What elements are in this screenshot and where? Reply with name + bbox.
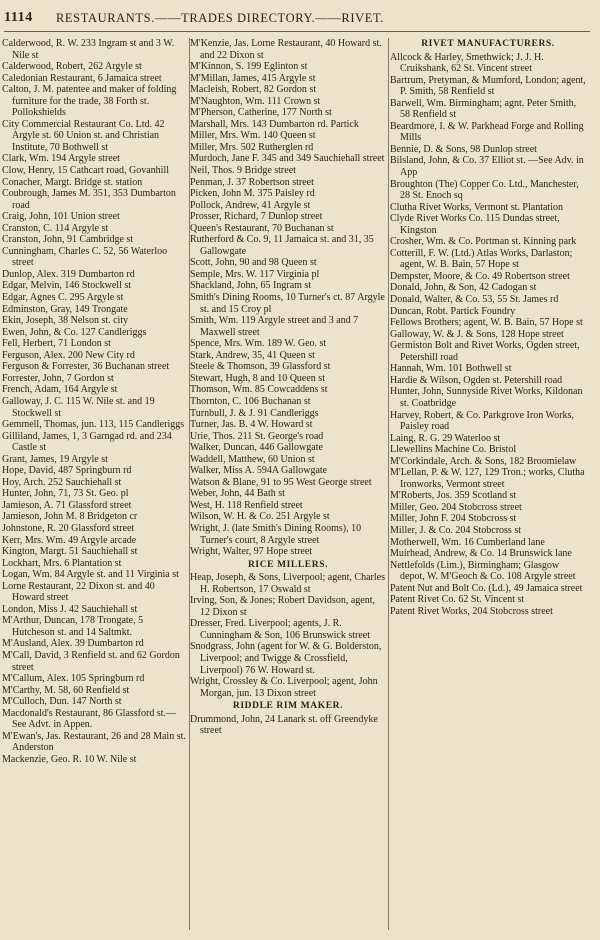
header-rule bbox=[4, 31, 590, 32]
directory-entry: Picken, John M. 375 Paisley rd bbox=[190, 188, 315, 200]
directory-entry: Forrester, John, 7 Gordon st bbox=[2, 372, 114, 384]
directory-entry: M'Culloch, Dun. 147 North st bbox=[2, 696, 122, 708]
directory-entry: Beardmore, I. & W. Parkhead Forge and Rolling Mills bbox=[390, 120, 584, 144]
directory-entry: Rutherford & Co. 9, 11 Jamaica st. and 31, 35 Gallowgate bbox=[190, 234, 374, 257]
section-heading: RIVET MANUFACTURERS. bbox=[421, 39, 555, 49]
directory-entry: Neil, Thos. 9 Bridge street bbox=[190, 165, 296, 177]
directory-entry: Grant, James, 19 Argyle st bbox=[2, 453, 108, 465]
directory-entry: Marshall, Mrs. 143 Dumbarton rd. Partick bbox=[190, 118, 359, 130]
directory-entry: Edminston, Gray, 149 Trongate bbox=[2, 303, 128, 315]
directory-entry: Donald, Walter, & Co. 53, 55 St. James rd bbox=[390, 294, 559, 306]
directory-entry: Hoy, Arch. 252 Sauchiehall st bbox=[2, 476, 122, 488]
running-title: RESTAURANTS.——TRADES DIRECTORY.——RIVET. bbox=[56, 11, 384, 25]
directory-entry: M'Arthur, Duncan, 178 Trongate, 5 Hutcheson st. and 14 Saltmkt. bbox=[2, 615, 144, 638]
directory-entry: Mackenzie, Geo. R. 10 W. Nile st bbox=[2, 753, 137, 765]
directory-entry: Hunter, John, 71, 73 St. Geo. pl bbox=[2, 488, 129, 500]
directory-entry: Harvey, Robert, & Co. Parkgrove Iron Works, Paisley road bbox=[390, 409, 574, 433]
directory-entry: Snodgrass, John (agent for W. & G. Bolderston, Liverpool; and Twigge & Crossfield, Liverpool) 76 W. Howard st. bbox=[190, 641, 382, 676]
directory-entry: Turner, Jas. B. 4 W. Howard st bbox=[190, 419, 313, 431]
directory-entry: French, Adam, 164 Argyle st bbox=[2, 384, 118, 396]
directory-entry: Galloway, J. C. 115 W. Nile st. and 19 Stockwell st bbox=[2, 395, 155, 419]
directory-entry: Ferguson & Forrester, 36 Buchanan street bbox=[2, 361, 170, 373]
directory-entry: Walker, Miss A. 594A Gallowgate bbox=[190, 465, 328, 477]
directory-entry: Miller, J. & Co. 204 Stobcross st bbox=[390, 524, 521, 536]
directory-entry: Watson & Blane, 91 to 95 West George street bbox=[190, 476, 372, 488]
directory-entry: Cunningham, Charles C. 52, 56 Waterloo street bbox=[2, 245, 168, 269]
directory-entry: Dresser, Fred. Liverpool; agents, J. R. Cunningham & Son, 106 Brunswick street bbox=[190, 618, 370, 641]
directory-entry: Clutha Rivet Works, Vermont st. Plantation bbox=[390, 201, 563, 213]
directory-entry: Clow, Henry, 15 Cathcart road, Govanhill bbox=[2, 165, 169, 177]
directory-entry: Miller, Geo. 204 Stobcross street bbox=[390, 501, 522, 513]
directory-entry: Broughton (The) Copper Co. Ltd., Manchester, 28 St. Enoch sq bbox=[390, 178, 579, 202]
directory-entry: Queen's Restaurant, 70 Buchanan st bbox=[190, 222, 334, 234]
directory-entry: Muirhead, Andrew, & Co. 14 Brunswick lane bbox=[390, 548, 572, 560]
directory-entry: Ekin, Joseph, 38 Nelson st. city bbox=[2, 315, 129, 327]
directory-entry: Penman, J. 37 Robertson street bbox=[190, 176, 314, 188]
directory-entry: Miller, Mrs. Wm. 140 Queen st bbox=[190, 130, 316, 142]
directory-entry: M'Kinnon, S. 199 Eglinton st bbox=[190, 61, 308, 73]
directory-entry: Fellows Brothers; agent, W. B. Bain, 57 Hope st bbox=[390, 317, 583, 329]
directory-entry: Dempster, Moore, & Co. 49 Robertson street bbox=[390, 270, 570, 282]
directory-entry: Stewart, Hugh, 8 and 10 Queen st bbox=[190, 372, 325, 384]
directory-entry: Barwell, Wm. Birmingham; agnt. Peter Smith, 58 Renfield st bbox=[390, 97, 577, 121]
directory-entry: Edgar, Melvin, 146 Stockwell st bbox=[2, 280, 132, 292]
directory-entry: Lorne Restaurant, 22 Dixon st. and 40 Howard street bbox=[2, 580, 155, 604]
directory-entry: Hannah, Wm. 101 Bothwell st bbox=[390, 363, 512, 375]
directory-entry: Bilsland, John, & Co. 37 Elliot st. —See Adv. in App bbox=[390, 155, 584, 179]
directory-entry: West, H. 118 Renfield street bbox=[190, 499, 303, 511]
directory-entry: Bartrum, Pretyman, & Mumford, London; agent, P. Smith, 58 Renfield st bbox=[390, 74, 586, 98]
column-3 bbox=[390, 38, 586, 617]
directory-entry: Cranston, C. 114 Argyle st bbox=[2, 222, 109, 234]
directory-entry: Patent Rivet Co. 62 St. Vincent st bbox=[390, 594, 525, 606]
column-2 bbox=[190, 38, 386, 737]
directory-entry: Cotterill, F. W. (Ltd.) Atlas Works, Darlaston; agent, W. B. Bain, 57 Hope st bbox=[390, 247, 573, 271]
directory-entry: Logan, Wm. 84 Argyle st. and 11 Virginia st bbox=[2, 569, 179, 581]
directory-entry: Germiston Bolt and Rivet Works, Ogden street, Petershill road bbox=[390, 340, 580, 363]
directory-entry: Johnstone, R. 20 Glassford street bbox=[2, 522, 135, 534]
directory-entry: M'Call, David, 3 Renfield st. and 62 Gordon street bbox=[2, 649, 180, 673]
directory-entry: Thornton, C. 106 Buchanan st bbox=[190, 395, 311, 407]
directory-entry: Jamieson, John M. 8 Bridgeton cr bbox=[2, 511, 138, 523]
directory-entry: Caledonian Restaurant, 6 Jamaica street bbox=[2, 72, 162, 84]
directory-entry: Murdoch, Jane F. 345 and 349 Sauchiehall street bbox=[190, 153, 385, 165]
directory-entry: Wilson, W. H. & Co. 251 Argyle st bbox=[190, 511, 330, 523]
directory-entry: Conacher, Margt. Bridge st. station bbox=[2, 176, 143, 188]
directory-entry: Craig, John, 101 Union street bbox=[2, 211, 120, 223]
directory-entry: Waddell, Matthew, 60 Union st bbox=[190, 453, 315, 465]
directory-entry: Cranston, John, 91 Cambridge st bbox=[2, 234, 134, 246]
directory-entry: M'Pherson, Catherine, 177 North st bbox=[190, 107, 332, 119]
directory-entry: M'Corkindale, Arch. & Sons, 182 Broomielaw bbox=[390, 455, 577, 467]
directory-entry: Calton, J. M. patentee and maker of folding furniture for the trade, 38 Forth st. Pollokshields bbox=[2, 84, 177, 119]
directory-entry: Calderwood, R. W. 233 Ingram st and 3 W. Nile st bbox=[2, 38, 175, 61]
directory-entry: Walker, Duncan, 446 Gallowgate bbox=[190, 442, 323, 454]
directory-entry: Hardie & Wilson, Ogden st. Petershill road bbox=[390, 374, 563, 386]
directory-entry: Duncan, Robt. Partick Foundry bbox=[390, 305, 516, 317]
directory-entry: Hunter, John, Sunnyside Rivet Works, Kildonan st. Coatbridge bbox=[390, 386, 583, 409]
directory-entry: Weber, John, 44 Bath st bbox=[190, 488, 285, 500]
directory-entry: Lockhart, Mrs. 6 Plantation st bbox=[2, 557, 122, 569]
directory-entry: Fell, Herbert, 71 London st bbox=[2, 338, 111, 350]
directory-entry: Pollock, Andrew, 41 Argyle st bbox=[190, 199, 311, 211]
directory-entry: M'Kenzie, Jas. Lorne Restaurant, 40 Howard st. and 22 Dixon st bbox=[190, 38, 382, 61]
directory-entry: M'Ausland, Alex. 39 Dumbarton rd bbox=[2, 638, 144, 650]
directory-entry: Allcock & Harley, Smethwick; J. J. H. Cruikshank, 62 St. Vincent street bbox=[390, 51, 544, 75]
directory-entry: Smith's Dining Rooms, 10 Turner's ct. 87 Argyle st. and 15 Croy pl bbox=[190, 292, 385, 315]
directory-entry: M'Naughton, Wm. 111 Crown st bbox=[190, 95, 321, 107]
directory-entry: Patent Nut and Bolt Co. (Ld.), 49 Jamaica street bbox=[390, 582, 583, 594]
directory-entry: Galloway, W. & J. & Sons, 128 Hope street bbox=[390, 328, 564, 340]
directory-entry: M'Carthy, M. 58, 60 Renfield st bbox=[2, 684, 130, 696]
directory-entry: Wright, J. (late Smith's Dining Rooms), 10 Turner's court, 8 Argyle street bbox=[190, 522, 362, 546]
directory-entry: Wright, Crossley & Co. Liverpool; agent, John Morgan, jun. 13 Dixon street bbox=[190, 676, 378, 699]
directory-entry: Spence, Mrs. Wm. 189 W. Geo. st bbox=[190, 338, 327, 350]
directory-entry: M'Callum, Alex. 105 Springburn rd bbox=[2, 673, 145, 685]
directory-entry: London, Miss J. 42 Sauchiehall st bbox=[2, 603, 138, 615]
directory-entry: Dunlop, Alex. 319 Dumbarton rd bbox=[2, 268, 135, 280]
directory-entry: Stark, Andrew, 35, 41 Queen st bbox=[190, 349, 315, 361]
directory-entry: Jamieson, A. 71 Glassford street bbox=[2, 499, 132, 511]
page-number: 1114 bbox=[4, 10, 33, 25]
directory-entry: Drummond, John, 24 Lanark st. off Greendyke street bbox=[190, 713, 378, 737]
directory-entry: Miller, John F. 204 Stobcross st bbox=[390, 513, 517, 525]
directory-entry: Edgar, Agnes C. 295 Argyle st bbox=[2, 292, 124, 304]
directory-entry: Heap, Joseph, & Sons, Liverpool; agent, Charles H. Robertson, 17 Oswald st bbox=[190, 572, 385, 595]
directory-entry: Prosser, Richard, 7 Dunlop street bbox=[190, 211, 323, 223]
page-header bbox=[4, 10, 590, 30]
directory-entry: Ewen, John, & Co. 127 Candleriggs bbox=[2, 326, 147, 338]
directory-entry: Bennie, D. & Sons, 98 Dunlop street bbox=[390, 143, 537, 155]
directory-entry: Llewellins Machine Co. Bristol bbox=[390, 444, 517, 456]
directory-entry: Nettlefolds (Lim.), Birmingham; Glasgow depot, W. M'Geoch & Co. 108 Argyle street bbox=[390, 559, 576, 583]
directory-entry: Shackland, John, 65 Ingram st bbox=[190, 280, 312, 292]
directory-entry: Clyde Rivet Works Co. 115 Dundas street, Kingston bbox=[390, 213, 560, 236]
directory-entry: Smith, Wm. 119 Argyle street and 3 and 7 Maxwell street bbox=[190, 315, 359, 338]
directory-entry: M'Ewan's, Jas. Restaurant, 26 and 28 Main st. Anderston bbox=[2, 730, 186, 754]
directory-entry: Gilliland, James, 1, 3 Garngad rd. and 234 Castle st bbox=[2, 430, 172, 454]
directory-entry: Hope, David, 487 Springburn rd bbox=[2, 465, 132, 477]
directory-entry: Gemmell, Thomas, jun. 113, 115 Candleriggs bbox=[2, 419, 185, 431]
directory-entry: Urie, Thos. 211 St. George's road bbox=[190, 430, 324, 442]
directory-entry: Miller, Mrs. 502 Rutherglen rd bbox=[190, 141, 314, 153]
directory-entry: Steele & Thomson, 39 Glassford st bbox=[190, 361, 331, 373]
column-divider bbox=[388, 38, 389, 930]
directory-entry: Scott, John, 90 and 98 Queen st bbox=[190, 257, 317, 269]
directory-entry: Clark, Wm. 194 Argyle street bbox=[2, 153, 120, 165]
directory-entry: M'Roberts, Jos. 359 Scotland st bbox=[390, 490, 517, 502]
directory-entry: Ferguson, Alex. 200 New City rd bbox=[2, 349, 135, 361]
directory-entry: Semple, Mrs. W. 117 Virginia pl bbox=[190, 268, 320, 280]
directory-entry: Calderwood, Robert, 262 Argyle st bbox=[2, 61, 142, 73]
directory-entry: Crosher, Wm. & Co. Portman st. Kinning park bbox=[390, 236, 577, 248]
directory-entry: Coubrough, James M. 351, 353 Dumbarton road bbox=[2, 188, 176, 211]
directory-entry: Motherwell, Wm. 16 Cumberland lane bbox=[390, 536, 545, 548]
directory-entry: Macdonald's Restaurant, 86 Glassford st.—See Advt. in Appen. bbox=[2, 707, 176, 731]
section-heading: RIDDLE RIM MAKER. bbox=[232, 701, 344, 712]
directory-entry: Turnbull, J. & J. 91 Candleriggs bbox=[190, 407, 319, 419]
section-heading: RICE MILLERS. bbox=[247, 559, 329, 570]
directory-entry: M'Lellan, P. & W. 127, 129 Tron.; works, Clutha Ironworks, Vermont street bbox=[390, 467, 585, 490]
directory-entry: Donald, John, & Son, 42 Cadogan st bbox=[390, 282, 537, 294]
directory-entry: Irving, Son, & Jones; Robert Davidson, agent, 12 Dixon st bbox=[190, 595, 375, 618]
directory-entry: Kerr, Mrs. Wm. 49 Argyle arcade bbox=[2, 534, 137, 546]
directory-entry: City Commercial Restaurant Co. Ltd. 42 Argyle st. 60 Union st. and Christian Institute, 70 Bothwell st bbox=[2, 118, 165, 153]
directory-entry: M'Millan, James, 415 Argyle st bbox=[190, 72, 316, 84]
directory-entry: Macleish, Robert, 82 Gordon st bbox=[190, 84, 317, 96]
directory-entry: Thomson, Wm. 85 Cowcaddens st bbox=[190, 384, 328, 396]
directory-entry: Patent Rivet Works, 204 Stobcross street bbox=[390, 605, 553, 617]
directory-entry: Wright, Walter, 97 Hope street bbox=[190, 546, 313, 558]
column-1 bbox=[2, 38, 188, 765]
directory-entry: Laing, R. G. 29 Waterloo st bbox=[390, 432, 501, 444]
directory-entry: Kington, Margt. 51 Sauchiehall st bbox=[2, 546, 138, 558]
